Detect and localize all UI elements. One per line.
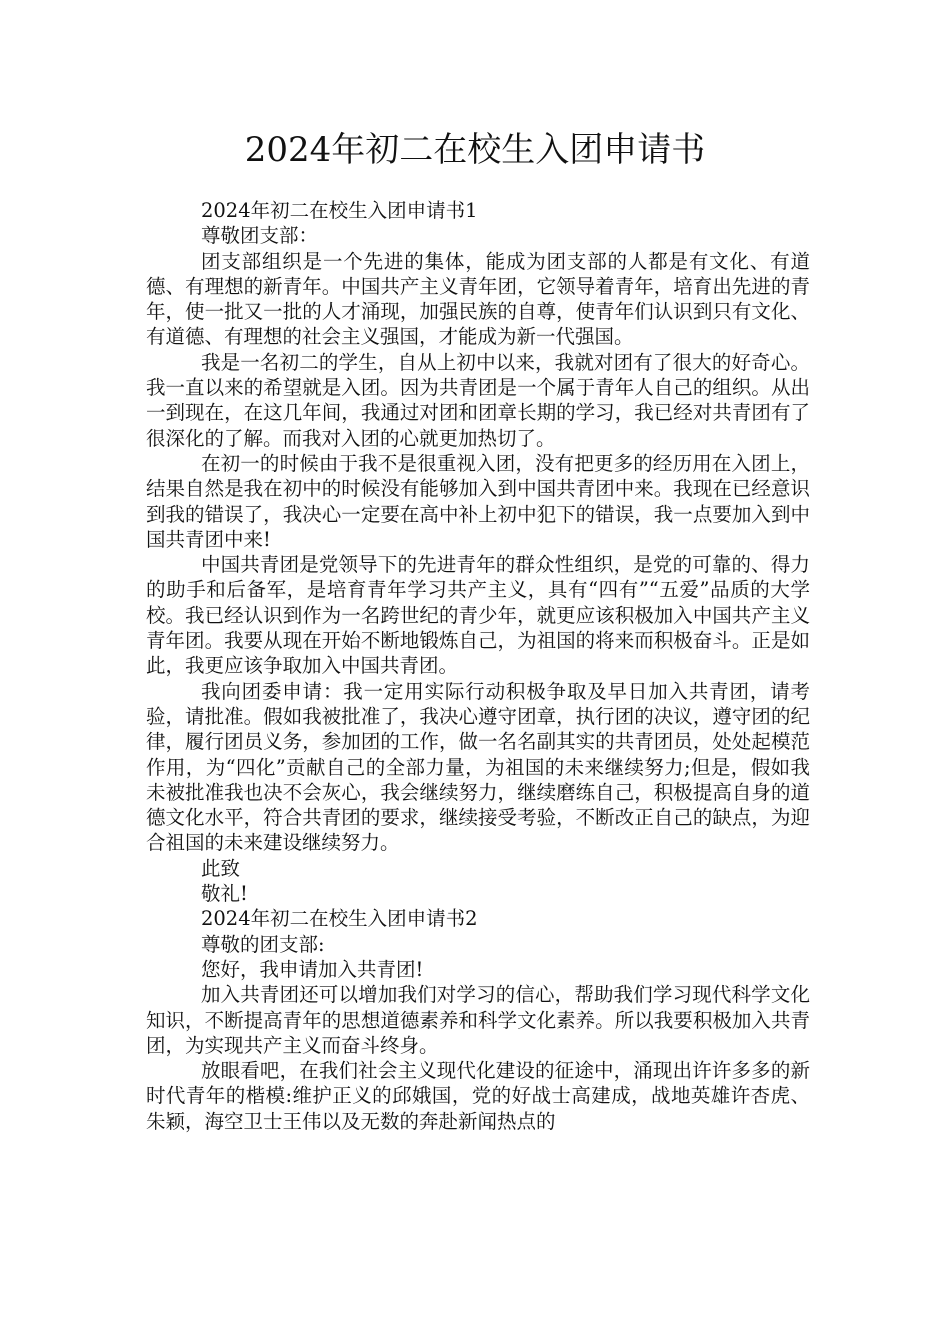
section-heading-2: 2024年初二在校生入团申请书2 xyxy=(200,907,478,931)
section-heading-1: 2024年初二在校生入团申请书1 xyxy=(200,199,478,222)
paragraph: 放眼看吧，在我们社会主义现代化建设的征途中，涌现出许许多多的新时代青年的楷模:维护正义的邱娥国，党的好战士高建成，战地英雄许杏虎、朱颖，海空卫士王伟以及无数的奔赴新闻热点的 xyxy=(146,1059,810,1133)
salutation: 尊敬团支部： xyxy=(200,224,318,248)
document-title: 2024年初二在校生入团申请书 xyxy=(244,130,706,170)
document-body xyxy=(146,198,810,1134)
closing-line: 此致 xyxy=(200,856,240,880)
paragraph: 您好，我申请加入共青团! xyxy=(200,957,424,981)
salutation: 尊敬的团支部: xyxy=(200,932,325,956)
paragraph: 加入共青团还可以增加我们对学习的信心，帮助我们学习现代科学文化知识，不断提高青年的思想道德素养和科学文化素养。所以我要积极加入共青团，为实现共产主义而奋斗终身。 xyxy=(146,983,810,1057)
closing-line: 敬礼! xyxy=(200,882,248,906)
paragraph: 中国共青团是党领导下的先进青年的群众性组织，是党的可靠的、得力的助手和后备军，是培育青年学习共产主义，具有“四有”“五爱”品质的大学校。我已经认识到作为一名跨世纪的青少年，就更应该积极加入中国共产主义青年团。我要从现在开始不断地锻炼自己，为祖国的将来而积极奋斗。正是如此，我更应该争取加入中国共青团。 xyxy=(146,553,810,678)
paragraph: 我是一名初二的学生，自从上初中以来，我就对团有了很大的好奇心。我一直以来的希望就是入团。因为共青团是一个属于青年人自己的组织。从出一到现在，在这几年间，我通过对团和团章长期的学习，我已经对共青团有了很深化的了解。而我对入团的心就更加热切了。 xyxy=(146,350,810,450)
paragraph: 我向团委申请：我一定用实际行动积极争取及早日加入共青团，请考验，请批准。假如我被批准了，我决心遵守团章，执行团的决议，遵守团的纪律，履行团员义务，参加团的工作，做一名名副其实的共青团员，处处起模范作用，为“四化”贡献自己的全部力量，为祖国的未来继续努力;但是，假如我未被批准我也决不会灰心，我会继续努力，继续磨练自己，积极提高自身的道德文化水平，符合共青团的要求，继续接受考验，不断改正自己的缺点，为迎合祖国的未来建设继续努力。 xyxy=(146,679,810,855)
paragraph: 在初一的时候由于我不是很重视入团，没有把更多的经历用在入团上，结果自然是我在初中的时候没有能够加入到中国共青团中来。我现在已经意识到我的错误了，我决心一定要在高中补上初中犯下的错误，我一点要加入到中国共青团中来! xyxy=(146,451,810,551)
paragraph: 团支部组织是一个先进的集体，能成为团支部的人都是有文化、有道德、有理想的新青年。中国共产主义青年团，它领导着青年，培育出先进的青年，使一批又一批的人才涌现，加强民族的自尊，使青年们认识到只有文化、有道德、有理想的社会主义强国，才能成为新一代强国。 xyxy=(146,249,810,349)
